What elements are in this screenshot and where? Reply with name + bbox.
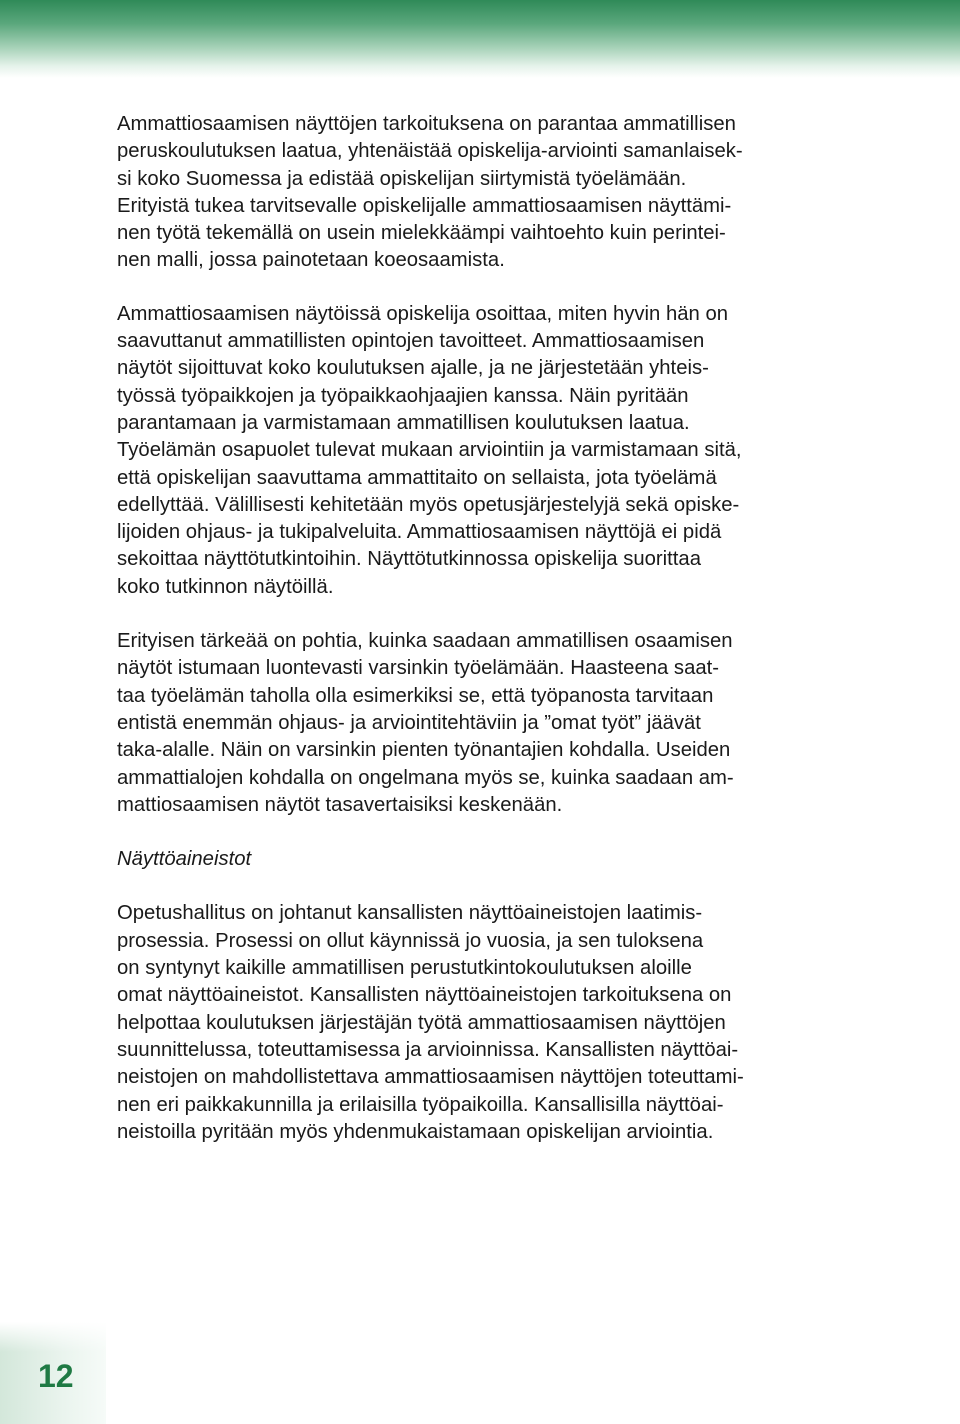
text-line: helpottaa koulutuksen järjestäjän työtä ammattiosaamisen näyttöjen <box>117 1011 726 1034</box>
text-line: mattiosaamisen näytöt tasavertaisiksi keskenään. <box>117 793 563 816</box>
text-line: omat näyttöaineistot. Kansallisten näyttöaineistojen tarkoituksena on <box>117 984 732 1007</box>
text-line: sekoittaa näyttötutkintoihin. Näyttötutkinnossa opiskelija suorittaa <box>117 548 701 571</box>
paragraph-2 <box>117 301 817 601</box>
text-line: parantamaan ja varmistamaan ammatillisen koulutuksen laatua. <box>117 411 690 434</box>
document-body <box>117 111 817 1146</box>
text-line: si koko Suomessa ja edistää opiskelijan siirtymistä työelämään. <box>117 167 687 190</box>
text-line: Ammattiosaamisen näytöissä opiskelija osoittaa, miten hyvin hän on <box>117 302 729 325</box>
text-line: taka-alalle. Näin on varsinkin pienten työnantajien kohdalla. Useiden <box>117 739 731 762</box>
text-line: peruskoulutuksen laatua, yhtenäistää opiskelija-arviointi samanlaisek- <box>117 140 743 163</box>
text-line: neistoilla pyritään myös yhdenmukaistamaan opiskelijan arviointia. <box>117 1120 714 1143</box>
paragraph-1 <box>117 111 817 275</box>
text-line: lijoiden ohjaus- ja tukipalveluita. Ammattiosaamisen näyttöjä ei pidä <box>117 521 722 544</box>
text-line: ammattialojen kohdalla on ongelmana myös se, kuinka saadaan am- <box>117 766 734 789</box>
text-line: entistä enemmän ohjaus- ja arviointitehtäviin ja ”omat työt” jäävät <box>117 711 701 734</box>
section-heading: Näyttöaineistot <box>117 848 252 871</box>
paragraph-3 <box>117 628 817 819</box>
text-line: suunnittelussa, toteuttamisessa ja arvioinnissa. Kansallisten näyttöai- <box>117 1038 739 1061</box>
text-line: prosessia. Prosessi on ollut käynnissä jo vuosia, ja sen tuloksena <box>117 929 704 952</box>
text-line: koko tutkinnon näytöillä. <box>117 575 334 598</box>
text-line: näytöt istumaan luontevasti varsinkin työelämään. Haasteena saat- <box>117 657 720 680</box>
paragraph-4 <box>117 900 817 1146</box>
text-line: että opiskelijan saavuttama ammattitaito on sellaista, jota työelämä <box>117 466 717 489</box>
header-gradient-band <box>0 0 960 78</box>
text-line: taa työelämän taholla olla esimerkiksi se, että työpanosta tarvitaan <box>117 684 714 707</box>
text-line: nen malli, jossa painotetaan koeosaamista. <box>117 249 505 272</box>
text-line: edellyttää. Välillisesti kehitetään myös opetusjärjestelyjä sekä opiske- <box>117 493 740 516</box>
text-line: Työelämän osapuolet tulevat mukaan arviointiin ja varmistamaan sitä, <box>117 439 742 462</box>
text-line: saavuttanut ammatillisten opintojen tavoitteet. Ammattiosaamisen <box>117 330 705 353</box>
footer-page-tab-fade <box>0 1322 106 1352</box>
text-line: on syntynyt kaikille ammatillisen perustutkintokoulutuksen aloille <box>117 957 692 980</box>
text-line: Erityisen tärkeää on pohtia, kuinka saadaan ammatillisen osaamisen <box>117 630 733 653</box>
text-line: neistojen on mahdollistettava ammattiosaamisen näyttöjen toteuttami- <box>117 1066 744 1089</box>
text-line: Ammattiosaamisen näyttöjen tarkoituksena on parantaa ammatillisen <box>117 113 736 135</box>
text-line: nen työtä tekemällä on usein mielekkäämpi vaihtoehto kuin perintei- <box>117 222 726 245</box>
text-line: Opetushallitus on johtanut kansallisten näyttöaineistojen laatimis- <box>117 902 703 925</box>
page-number: 12 <box>38 1358 74 1394</box>
text-line: työssä työpaikkojen ja työpaikkaohjaajien kanssa. Näin pyritään <box>117 384 689 407</box>
text-line: nen eri paikkakunnilla ja erilaisilla työpaikoilla. Kansallisilla näyttöai- <box>117 1093 724 1116</box>
text-line: näytöt sijoittuvat koko koulutuksen ajalle, ja ne järjestetään yhteis- <box>117 357 709 380</box>
text-line: Erityistä tukea tarvitsevalle opiskelijalle ammattiosaamisen näyttämi- <box>117 194 732 217</box>
